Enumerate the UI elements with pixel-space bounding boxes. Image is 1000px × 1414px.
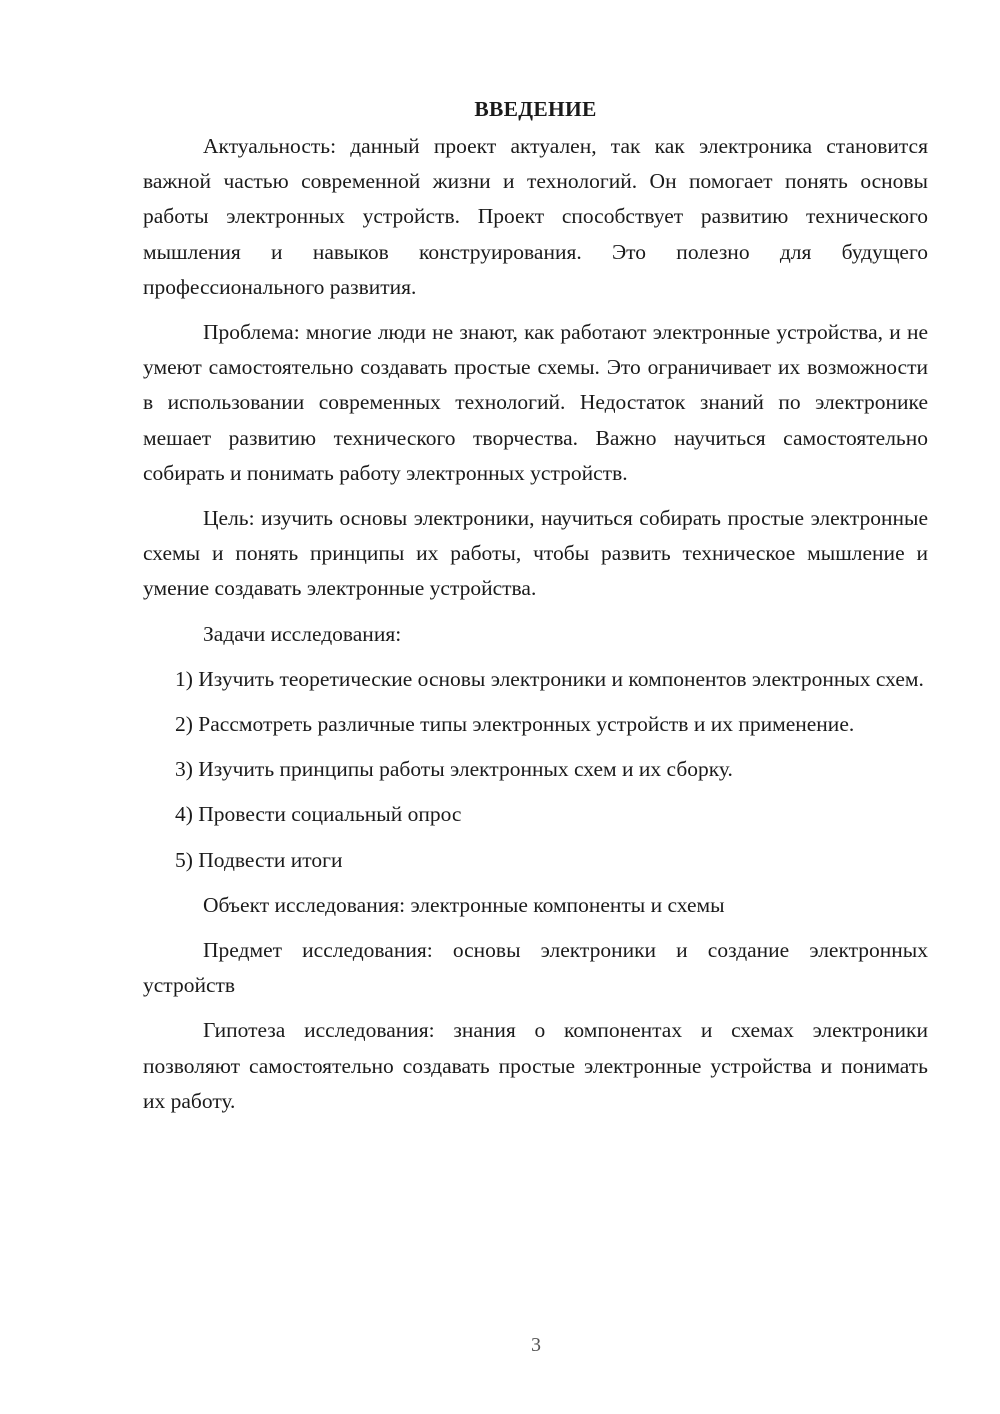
paragraph-object: Объект исследования: электронные компоненты и схемы [203,892,725,917]
paragraph-goal: Цель: изучить основы электроники, научиться собирать простые электронные схемы и понять принципы их работы, чтобы развить техническое мышление и умение создавать электронные устройства. [143,506,928,601]
task-item-5: 5) Подвести итоги [175,847,343,872]
task-item-1: 1) Изучить теоретические основы электроники и компонентов электронных схем. [175,666,924,691]
paragraph-hypothesis: Гипотеза исследования: знания о компонентах и схемах электроники позволяют самостоятельно создавать простые электронные устройства и понимать их работу. [143,1018,928,1113]
task-item-2: 2) Рассмотреть различные типы электронных устройств и их применение. [175,712,855,737]
paragraph-problem: Проблема: многие люди не знают, как работают электронные устройства, и не умеют самостоятельно создавать простые схемы. Это ограничивает их возможности в использовании современных технологий. Недостаток знаний по электронике мешает развитию технического творчества. Важно научиться самостоятельно собирать и понимать работу электронных устройств. [143,320,928,485]
page-number: 3 [531,1334,541,1356]
paragraph-relevance: Актуальность: данный проект актуален, так как электроника становится важной частью современной жизни и технологий. Он помогает понять основы работы электронных устройств. Проект способствует развитию технического мышления и навыков конструирования. Это полезно для будущего профессионального развития. [143,134,928,299]
task-item-4: 4) Провести социальный опрос [175,802,462,827]
document-title: ВВЕДЕНИЕ [474,97,597,121]
paragraph-subject: Предмет исследования: основы электроники и создание электронных устройств [143,938,928,998]
task-item-3: 3) Изучить принципы работы электронных схем и их сборку. [175,757,733,782]
document-page [143,92,928,1129]
paragraph-tasks-heading: Задачи исследования: [203,621,402,646]
